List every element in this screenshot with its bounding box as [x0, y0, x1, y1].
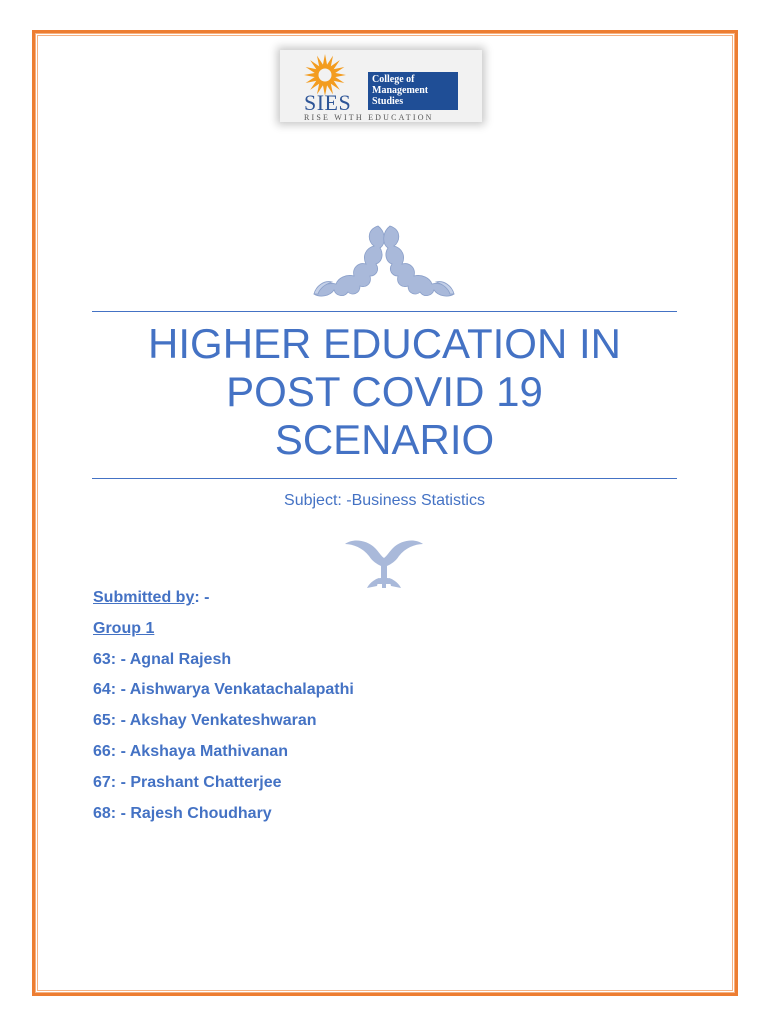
- title-line: HIGHER EDUCATION IN: [148, 320, 621, 367]
- subject-line: Subject: -Business Statistics: [284, 492, 485, 509]
- title-line: SCENARIO: [274, 416, 495, 463]
- logo-institute-line: Management: [372, 85, 429, 96]
- floral-scroll-icon: [308, 222, 460, 300]
- member-item: 65: - Akshay Venkateshwaran: [93, 712, 317, 730]
- logo-abbreviation: SIES: [304, 90, 352, 115]
- page-title: [92, 320, 677, 464]
- submitted-by-section: [93, 588, 354, 834]
- submitted-by-heading: [93, 588, 354, 619]
- submitted-by-suffix: : -: [194, 589, 210, 606]
- logo-tagline: RISE WITH EDUCATION: [304, 113, 434, 122]
- logo-institute-box: [368, 72, 458, 110]
- member-item: 67: - Prashant Chatterjee: [93, 773, 282, 791]
- submitted-by-label: Submitted by: [93, 589, 195, 606]
- logo-institute-line: College of: [372, 74, 415, 85]
- page-border: [32, 30, 738, 996]
- institution-logo: [280, 50, 482, 122]
- title-bottom-rule: [92, 478, 677, 479]
- member-item: 66: - Akshaya Mathivanan: [93, 742, 289, 760]
- group-label-line: [93, 619, 354, 650]
- group-label: Group 1: [93, 619, 155, 637]
- title-top-rule: [92, 311, 677, 312]
- fleuron-icon: [343, 536, 425, 590]
- member-item: 63: - Agnal Rajesh: [93, 650, 232, 668]
- title-line: POST COVID 19: [226, 368, 543, 415]
- logo-institute-line: Studies: [372, 96, 404, 107]
- member-item: 64: - Aishwarya Venkatachalapathi: [93, 681, 354, 699]
- member-item: 68: - Rajesh Choudhary: [93, 804, 272, 822]
